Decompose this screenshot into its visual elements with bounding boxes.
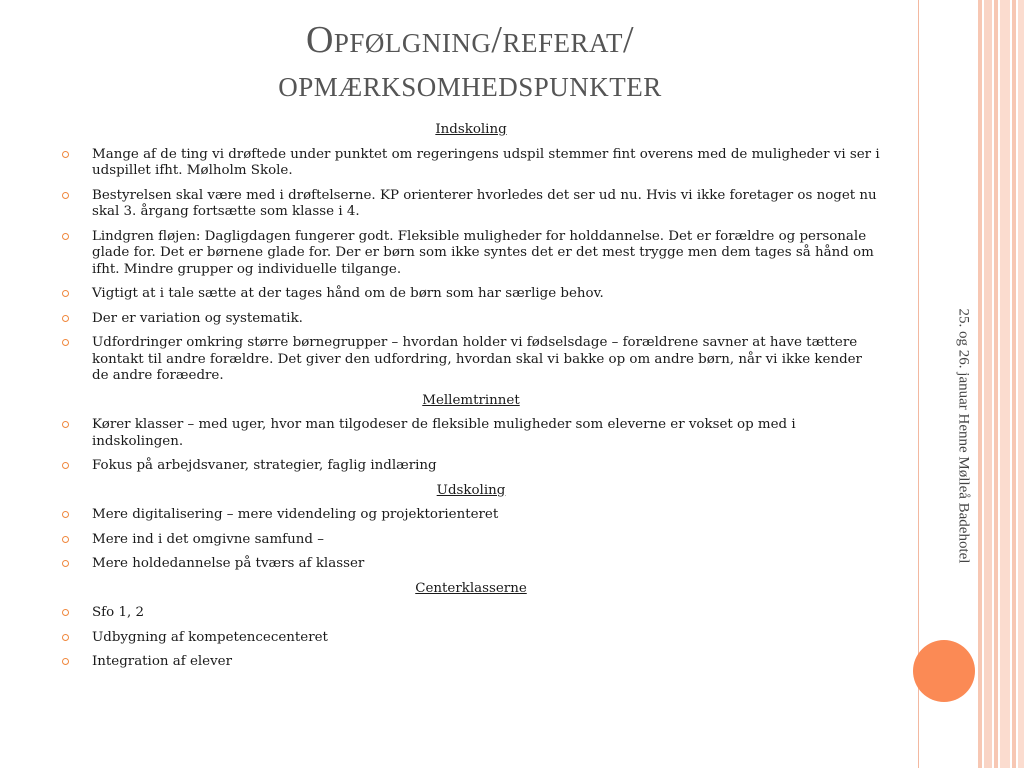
list-item-text: Integration af elever [92, 654, 233, 669]
ring-bullet-icon [62, 151, 69, 158]
slide-title [130, 18, 810, 106]
list-item [62, 188, 880, 221]
list-item-text: Kører klasser – med uger, hvor man tilgodeser de fleksible muligheder som eleverne er vokset op med i indskolingen. [92, 417, 796, 449]
title-line-2: opmærksomhedspunkter [278, 63, 662, 105]
ring-bullet-icon [62, 634, 69, 641]
list-item-text: Udbygning af kompetencecenteret [92, 629, 328, 645]
list-item-text: Mere ind i det omgivne samfund – [92, 531, 324, 547]
decorative-stripe [994, 0, 998, 768]
list-item [62, 229, 880, 279]
bullet-list [62, 417, 880, 475]
list-item [62, 630, 880, 647]
list-item-text: Mere holdedannelse på tværs af klasser [92, 556, 365, 571]
decorative-stripe [1018, 0, 1024, 768]
slide-content [62, 122, 880, 679]
ring-bullet-icon [62, 315, 69, 322]
list-item-text: Mange af de ting vi drøftede under punktet om regeringens udspil stemmer fint overens med de muligheder vi ser i udspillet ifht. Mølholm Skole. [92, 146, 880, 178]
list-item [62, 556, 880, 573]
title-line-1: Opfølgning/referat/ [305, 19, 635, 61]
list-item [62, 335, 880, 385]
list-item-text: Udfordringer omkring større børnegrupper – hvordan holder vi fødselsdage – forældrene savner at have tættere kontakt til andre forældre. Det giver den udfordring, hvordan skal vi bakke op om andre børn, når vi ikke kender de andre foræedre. [92, 335, 862, 383]
list-item-text: Lindgren fløjen: Dagligdagen fungerer godt. Fleksible muligheder for holddannelse. Det er forældre og personale glade for. Det er børnene glade for. Der er børn som ikke syntes det er det mest trygge men dem tages så hånd om ifht. Mindre grupper og individuelle tilgange. [92, 228, 874, 277]
list-item [62, 654, 880, 671]
decorative-stripe [1000, 0, 1010, 768]
decorative-stripe [978, 0, 982, 768]
ring-bullet-icon [62, 609, 69, 616]
list-item [62, 507, 880, 524]
list-item-text: Der er variation og systematik. [92, 310, 303, 326]
list-item [62, 147, 880, 180]
ring-bullet-icon [62, 462, 69, 469]
decorative-stripe [984, 0, 992, 768]
list-item-text: Vigtigt at i tale sætte at der tages hånd om de børn som har særlige behov. [92, 286, 604, 301]
list-item [62, 311, 880, 328]
list-item [62, 417, 880, 450]
section-heading: Mellemtrinnet [422, 392, 520, 408]
bullet-list [62, 507, 880, 573]
bullet-list [62, 147, 880, 385]
ring-bullet-icon [62, 658, 69, 665]
side-footer-text: 25. og 26. januar Henne Mølleå Badehotel [955, 308, 972, 564]
ring-bullet-icon [62, 192, 69, 199]
list-item-text: Sfo 1, 2 [92, 605, 144, 620]
list-item [62, 286, 880, 303]
ring-bullet-icon [62, 560, 69, 567]
list-item [62, 605, 880, 622]
bullet-list [62, 605, 880, 671]
list-item [62, 532, 880, 549]
section-heading: Indskoling [435, 122, 507, 137]
list-item [62, 458, 880, 475]
ring-bullet-icon [62, 339, 69, 346]
list-item-text: Bestyrelsen skal være med i drøftelserne. KP orienterer hvorledes det ser ud nu. Hvis vi ikke foretager os noget nu skal 3. årgang fortsætte som klasse i 4. [92, 187, 877, 219]
ring-bullet-icon [62, 421, 69, 428]
list-item-text: Mere digitalisering – mere videndeling og projektorienteret [92, 507, 499, 522]
decorative-circle [913, 640, 975, 702]
ring-bullet-icon [62, 233, 69, 240]
decorative-stripe [1012, 0, 1016, 768]
section-heading: Udskoling [436, 482, 506, 498]
ring-bullet-icon [62, 511, 69, 518]
ring-bullet-icon [62, 536, 69, 543]
list-item-text: Fokus på arbejdsvaner, strategier, faglig indlæring [92, 458, 437, 473]
section-heading: Centerklasserne [415, 580, 527, 596]
ring-bullet-icon [62, 290, 69, 297]
